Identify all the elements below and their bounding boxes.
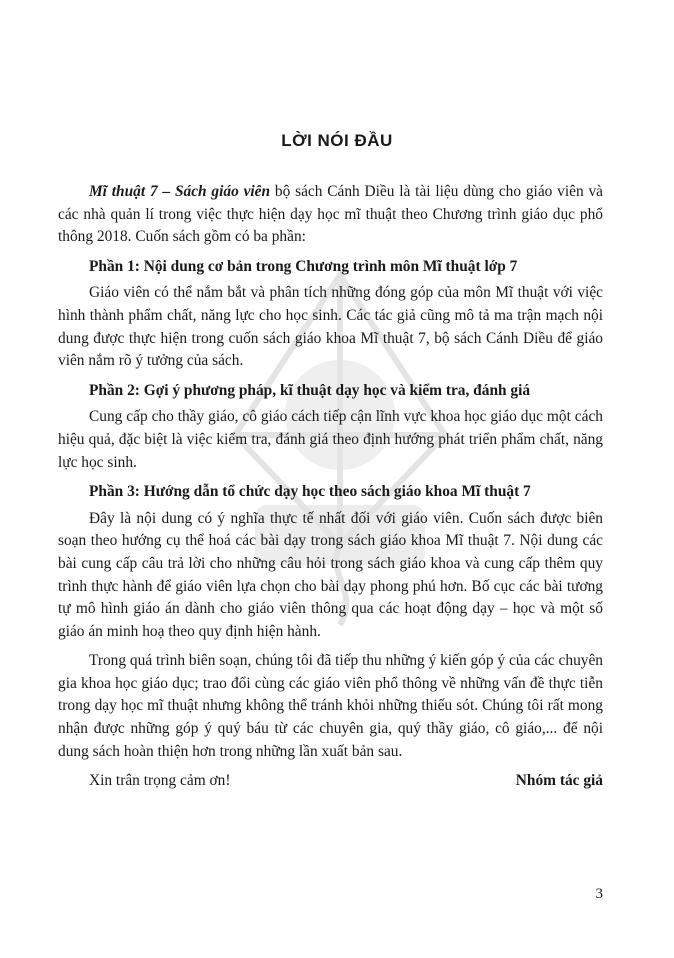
section-3-body: Đây là nội dung có ý nghĩa thực tế nhất đối với giáo viên. Cuốn sách được biên soạn theo hướng cụ thể hoá các bài dạy trong sách giáo khoa Mĩ thuật 7. Nội dung các bài cung cấp câu trả lời cho những câu hỏi trong sách giáo khoa và cung cấp thêm quy trình thực hành để giáo viên lựa chọn cho bài dạy phong phú hơn. Bố cục các bài tương tự mô hình giáo án dành cho giáo viên thông qua các hoạt động dạy – học và một số giáo án minh hoạ theo quy định hiện hành. <box>58 509 603 640</box>
section-3-heading: Phần 3: Hướng dẫn tổ chức dạy học theo sách giáo khoa Mĩ thuật 7 <box>89 483 531 501</box>
thanks-line: Xin trân trọng cảm ơn! <box>89 772 231 790</box>
book-title: Mĩ thuật 7 – Sách giáo viên <box>89 183 271 200</box>
section-2-body: Cung cấp cho thầy giáo, cô giáo cách tiếp cận lĩnh vực khoa học giáo dục một cách hiệu quả, đặc biệt là việc kiểm tra, đánh giá theo định hướng phát triển phẩm chất, năng lực học sinh. <box>58 408 603 471</box>
page-title: LỜI NÓI ĐẦU <box>281 131 393 150</box>
signature: Nhóm tác giả <box>515 772 603 789</box>
preface-body <box>58 181 603 800</box>
closing-paragraph: Trong quá trình biên soạn, chúng tôi đã tiếp thu những ý kiến góp ý của các chuyên gia khoa học giáo dục; trao đổi cùng các giáo viên phổ thông về những vấn đề thực tiễn trong dạy học mĩ thuật nhưng không thể tránh khỏi những thiếu sót. Chúng tôi rất mong nhận được những góp ý quý báu từ các chuyên gia, quý thầy giáo, cô giáo,... để nội dung sách hoàn thiện hơn trong những lần xuất bản sau. <box>58 652 603 760</box>
section-1-body: Giáo viên có thể nắm bắt và phân tích những đóng góp của môn Mĩ thuật với việc hình thành phẩm chất, năng lực cho học sinh. Các tác giả cũng mô tả ma trận mạch nội dung được thực hiện trong cuốn sách giáo khoa Mĩ thuật 7, bộ sách Cánh Diều để giáo viên nắm rõ ý tưởng của sách. <box>58 284 603 370</box>
section-1-heading: Phần 1: Nội dung cơ bản trong Chương trình môn Mĩ thuật lớp 7 <box>89 257 518 275</box>
page-number: 3 <box>595 886 603 902</box>
intro-text: bộ sách Cánh Diều là tài liệu dùng cho giáo viên và các nhà quản lí trong việc thực hiện dạy học mĩ thuật theo Chương trình giáo dục phổ thông 2018. Cuốn sách gồm có ba phần: <box>58 183 603 246</box>
section-2-heading: Phần 2: Gợi ý phương pháp, kĩ thuật dạy học và kiểm tra, đánh giá <box>89 381 531 399</box>
intro-paragraph <box>58 181 603 249</box>
